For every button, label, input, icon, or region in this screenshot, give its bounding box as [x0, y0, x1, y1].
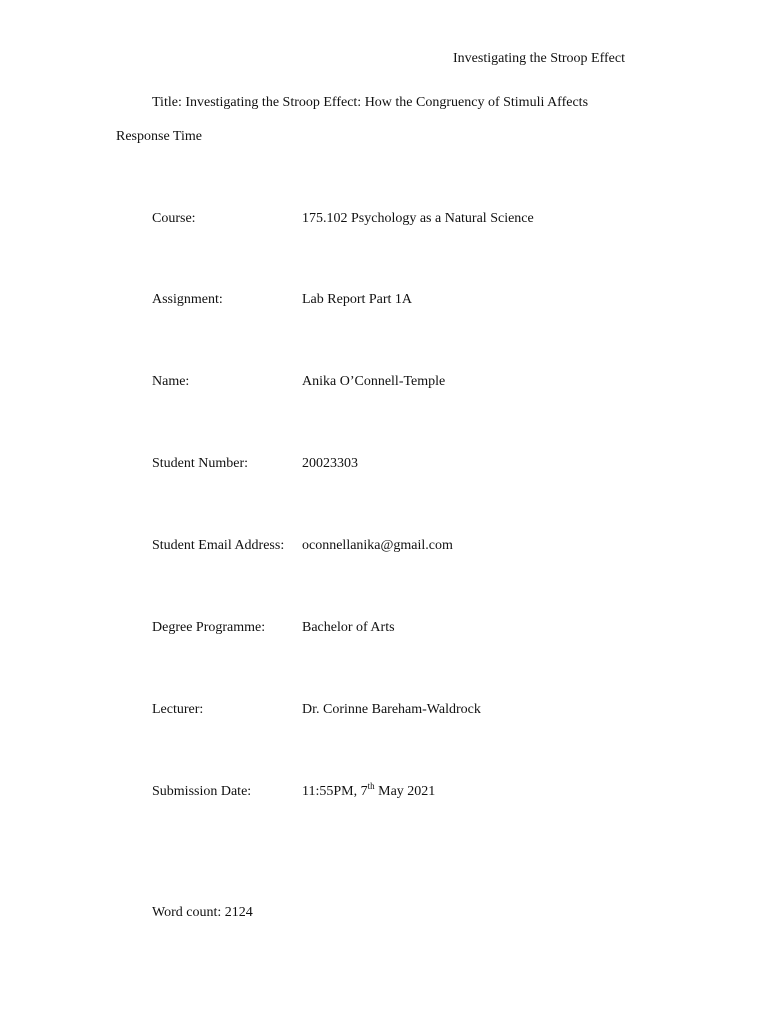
student-number-value: 20023303 [302, 456, 358, 471]
lecturer-value: Dr. Corinne Bareham-Waldrock [302, 702, 481, 717]
student-email-label: Student Email Address: [152, 538, 285, 553]
submission-date-label: Submission Date: [152, 784, 252, 799]
name-value: Anika O’Connell-Temple [302, 374, 446, 389]
submission-date-month-year: May 2021 [374, 784, 436, 799]
title-line-1: Title: Investigating the Stroop Effect: How the Congruency of Stimuli Affects [152, 95, 589, 110]
submission-date-time: 11:55PM, 7 [302, 784, 368, 799]
assignment-label: Assignment: [152, 292, 223, 307]
degree-programme-label: Degree Programme: [152, 620, 266, 635]
course-value: 175.102 Psychology as a Natural Science [302, 211, 534, 226]
name-label: Name: [152, 374, 190, 389]
course-label: Course: [152, 211, 196, 226]
degree-programme-value: Bachelor of Arts [302, 620, 395, 635]
student-number-label: Student Number: [152, 456, 249, 471]
student-email-value: oconnellanika@gmail.com [302, 538, 453, 553]
submission-date-value [302, 781, 436, 799]
running-head: Investigating the Stroop Effect [453, 51, 625, 66]
date-ordinal-suffix: th [367, 781, 375, 791]
lecturer-label: Lecturer: [152, 702, 204, 717]
assignment-value: Lab Report Part 1A [302, 292, 413, 307]
word-count: Word count: 2124 [152, 905, 253, 920]
title-line-2: Response Time [116, 129, 202, 144]
